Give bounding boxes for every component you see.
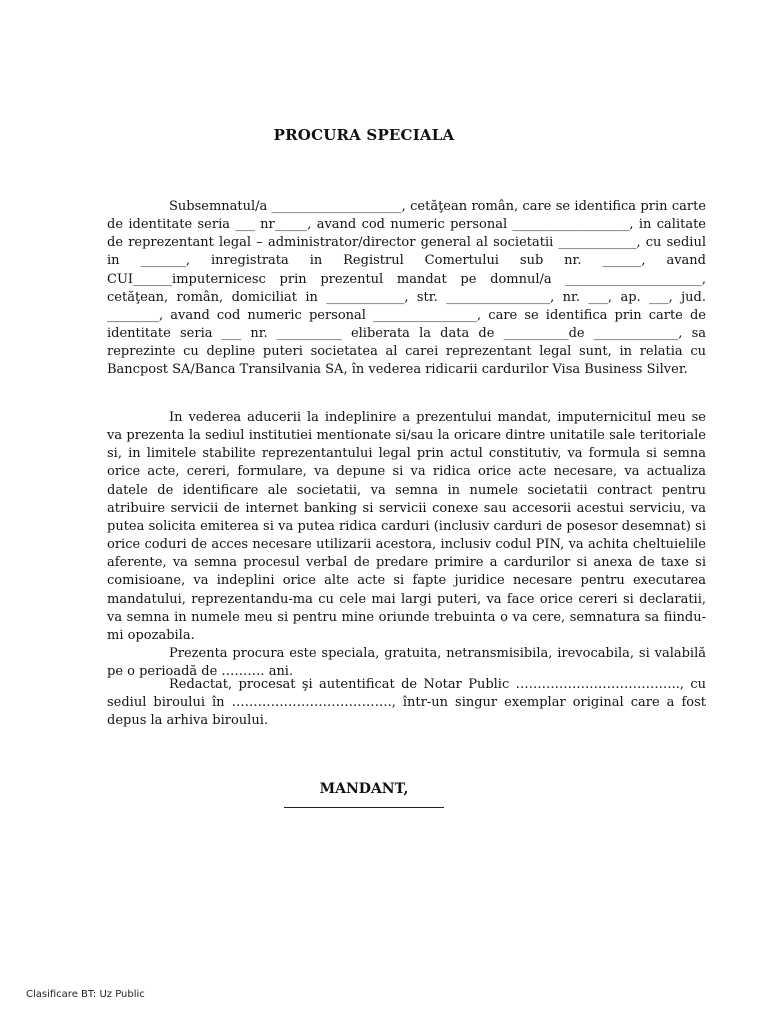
paragraph-powers	[107, 409, 706, 681]
classification-footer: Clasificare BT: Uz Public	[26, 989, 145, 1000]
signature-label: MANDANT,	[319, 781, 409, 797]
paragraph-mandator-details	[107, 198, 706, 380]
signature-line	[284, 807, 444, 808]
paragraph-2-text: In vederea aducerii la indeplinire a prezentului mandat, imputernicitul meu se va prezenta la sediul institutiei mentionate si/sau la oricare dintre unitatile sale teritoriale si, in limitele stabilite reprezentantului legal prin actul constitutiv, va formula si semna orice acte, cereri, formulare, va depune si va ridica orice acte necesare, va actualiza datele de identificare ale societatii, va semna in numele societatii contract pentru atribuire servicii de internet banking si servicii conexe sau accesorii acestui serviciu, va putea solicita emiterea si va putea ridica carduri (inclusiv carduri de posesor desemnat) si orice coduri de acces necesare utilizarii acestora, inclusiv codul PIN, va achita cheltuielile aferente, va semna procesul verbal de predare primire a cardurilor si anexa de taxe si comisioane, va indeplini orice alte acte si fapte juridice necesare pentru executarea mandatului, reprezentandu-ma cu cele mai largi puteri, va face orice cereri si declaratii, va semna in numele meu si pentru mine oriunde trebuinta o va cere, semnatura sa fiindu-mi opozabila.	[107, 410, 706, 643]
paragraph-notary	[107, 676, 706, 730]
paragraph-4-text: Redactat, procesat şi autentificat de Notar Public ……………………………….., cu sediul biroului în ………………………………., într-un singur exemplar original care a fost depus la arhiva biroului.	[107, 677, 706, 729]
paragraph-1-text: Subsemnatul/a ____________________, cetăţean român, care se identifica prin carte de identitate seria ___ nr_____, avand cod numeric personal __________________, in calitate de reprezentant legal – administrator/director general al societatii ____________, cu sediul in _______, inregistrata in Registrul Comertului sub nr. ______, avand CUI______imputernicesc prin prezentul mandat pe domnul/a _____________________, cetăţean, român, domiciliat in ____________, str. ________________, nr. ___, ap. ___, jud. ________, avand cod numeric personal ________________, care se identifica prin carte de identitate seria ___ nr. __________ eliberata la data de __________de _____________, sa reprezinte cu depline puteri societatea al carei reprezentant legal sunt, in relatia cu Bancpost SA/Banca Transilvania SA, în vederea ridicarii cardurilor Visa Business Silver.	[107, 199, 706, 378]
paragraph-3-text: Prezenta procura este speciala, gratuita, netransmisibila, irevocabila, si valabilă pe o perioadă de ………. ani.	[107, 646, 706, 680]
signature-block	[0, 781, 728, 808]
document-title: PROCURA SPECIALA	[273, 126, 455, 144]
